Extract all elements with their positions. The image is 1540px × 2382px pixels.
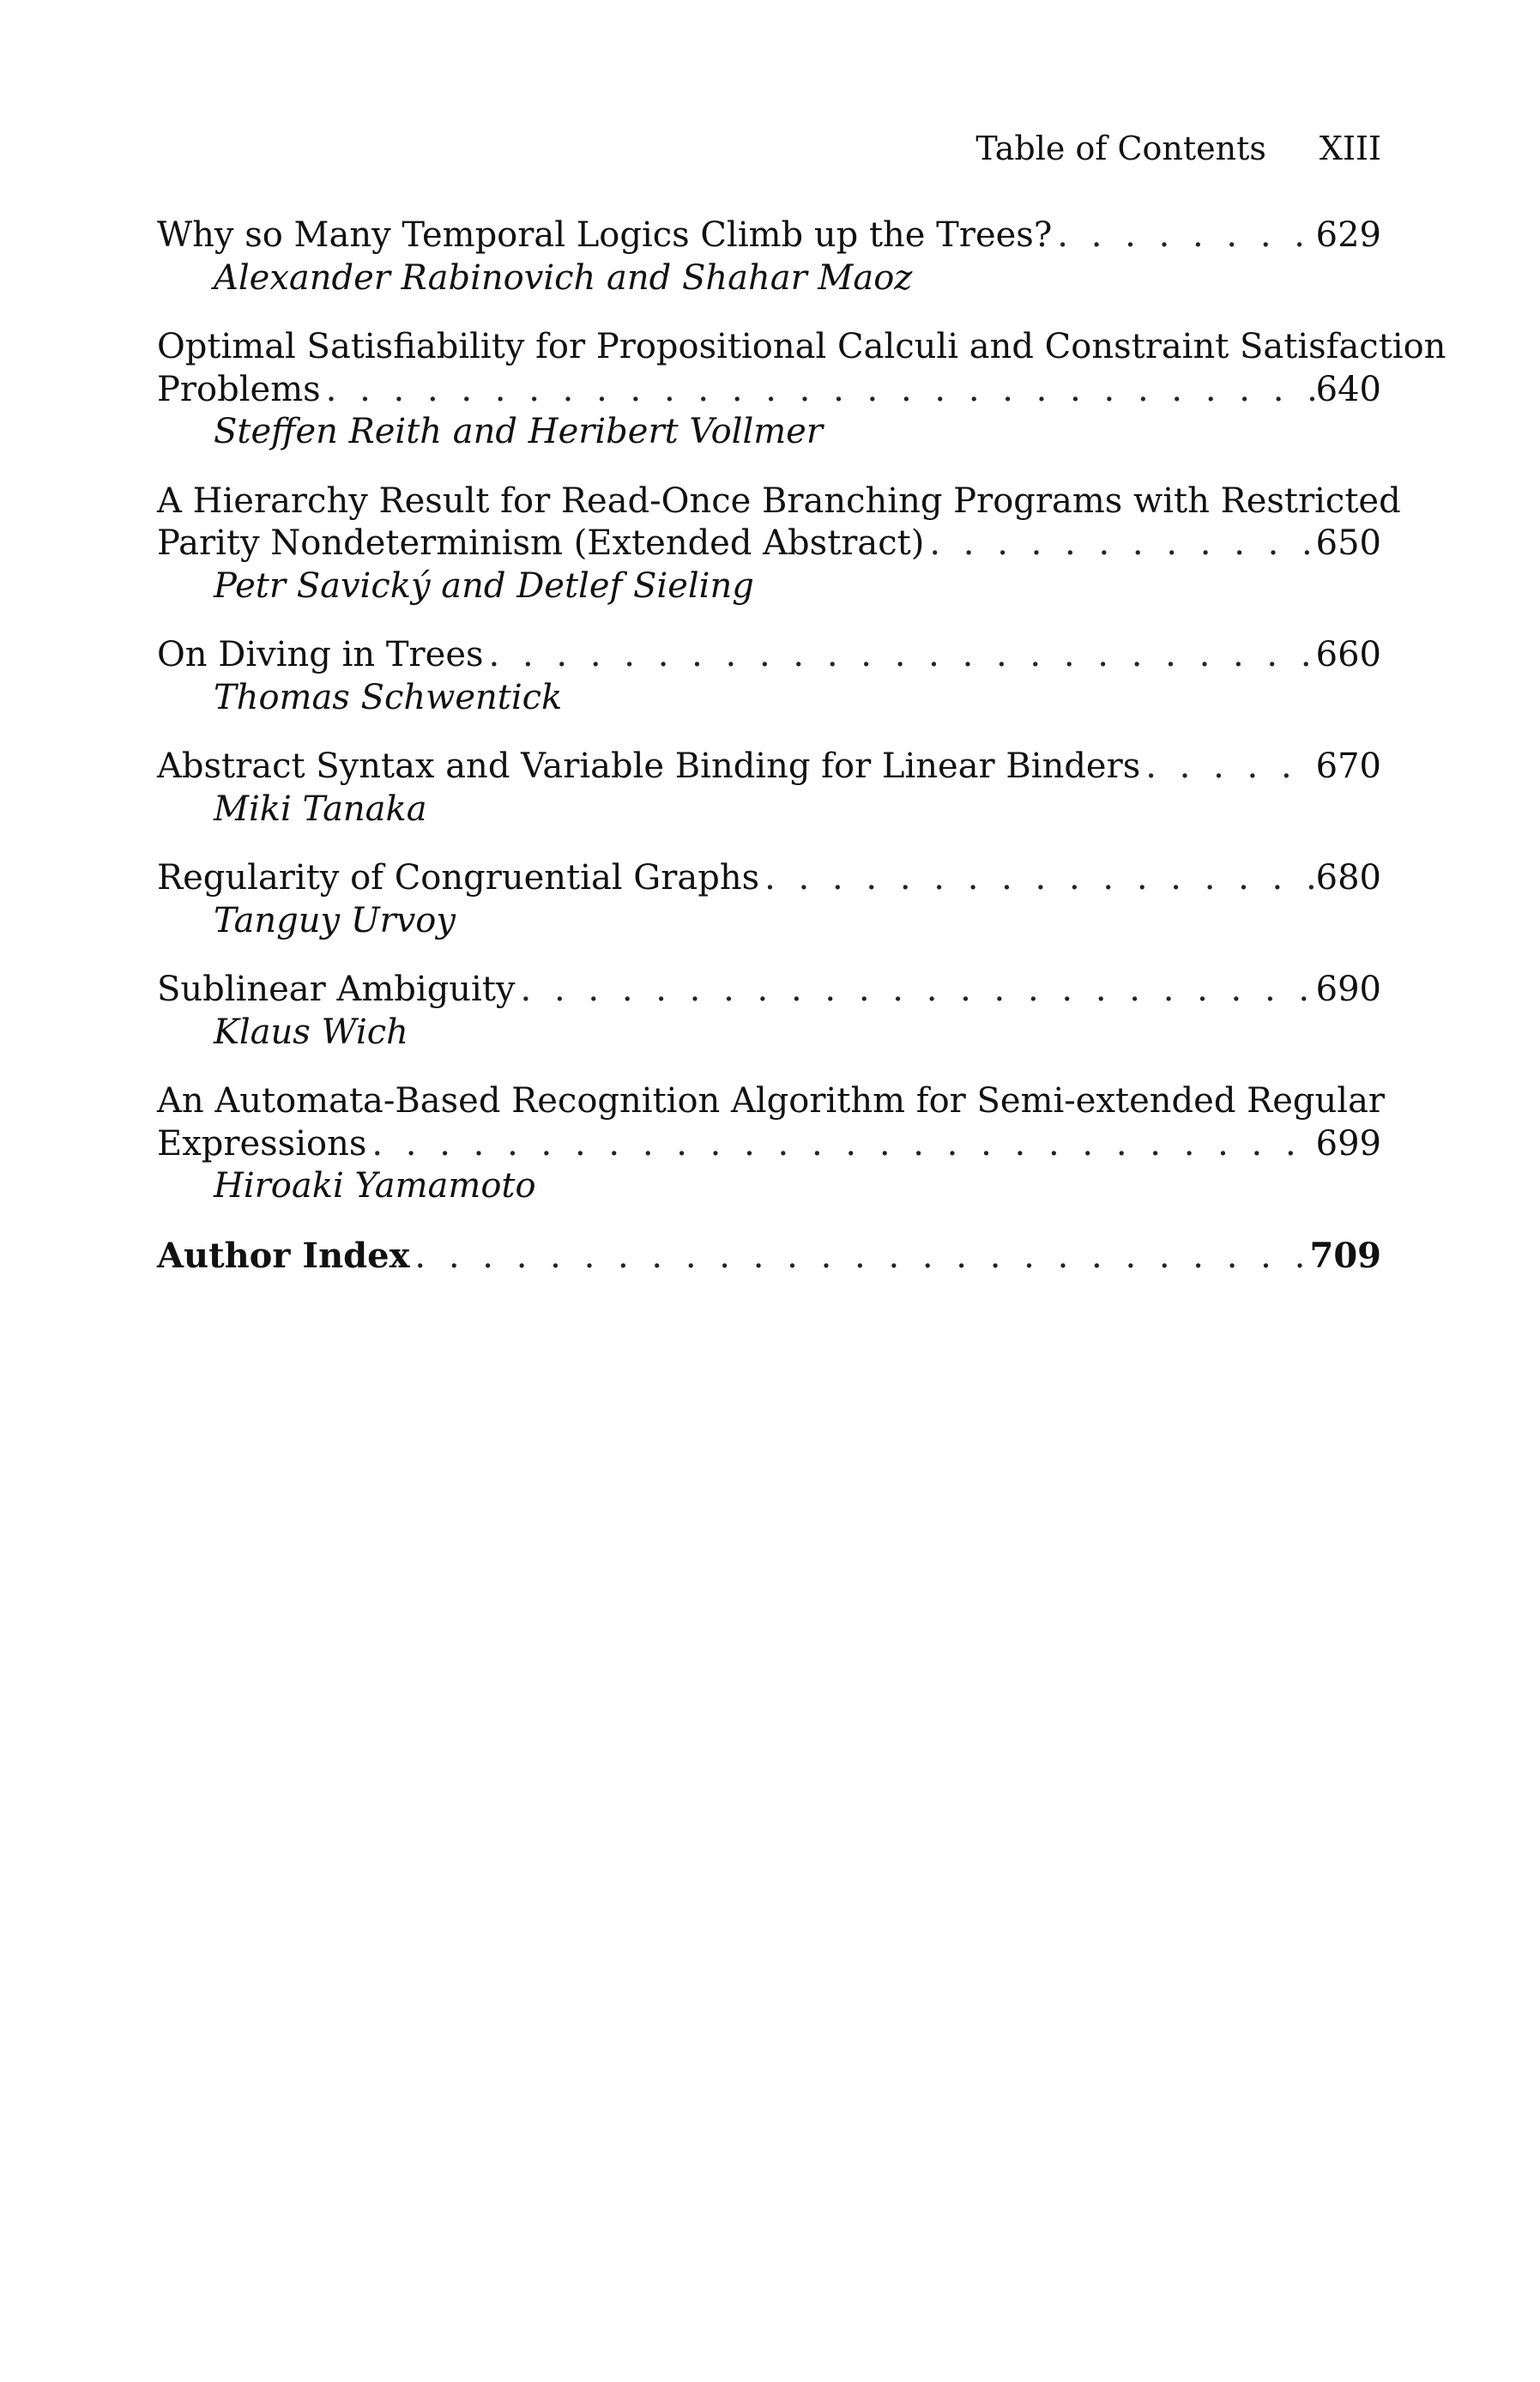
toc-entry[interactable] — [157, 857, 1381, 942]
toc-authors: Alexander Rabinovich and Shahar Maoz — [214, 257, 913, 298]
toc-page-number: 640 — [1315, 369, 1381, 409]
toc-page-number: 629 — [1315, 215, 1381, 255]
dot-leader — [484, 634, 1316, 677]
dot-leader — [924, 523, 1315, 565]
table-of-contents — [157, 215, 1446, 1304]
toc-title-line — [157, 634, 1381, 677]
toc-title-continuation: Expressions — [157, 1123, 367, 1164]
toc-title: Why so Many Temporal Logics Climb up the Trees? — [157, 215, 1053, 255]
toc-title: A Hierarchy Result for Read-Once Branching Programs with Restricted — [157, 481, 1401, 521]
toc-page-number: 680 — [1315, 858, 1381, 898]
running-head-title: Table of Contents — [975, 130, 1266, 167]
toc-title-continuation: Problems — [157, 369, 321, 409]
toc-title: An Automata-Based Recognition Algorithm for Semi-extended Regular — [157, 1081, 1386, 1121]
toc-entry[interactable] — [157, 634, 1381, 719]
dot-leader — [366, 1123, 1315, 1166]
toc-authors: Klaus Wich — [214, 1012, 408, 1052]
toc-page-number: 670 — [1315, 747, 1381, 786]
toc-entry[interactable] — [157, 1080, 1386, 1208]
toc-title-line — [157, 523, 1381, 565]
toc-title: Sublinear Ambiguity — [157, 970, 516, 1009]
toc-title: Optimal Satisfiability for Propositional Calculi and Constraint Satisfaction — [157, 327, 1446, 366]
author-index-label: Author Index — [157, 1235, 410, 1276]
dot-leader — [321, 369, 1316, 412]
toc-title: On Diving in Trees — [157, 635, 484, 674]
toc-page-number: 660 — [1315, 635, 1381, 674]
dot-leader — [759, 857, 1316, 900]
dot-leader — [1140, 746, 1315, 789]
toc-authors: Tanguy Urvoy — [214, 900, 456, 940]
toc-authors: Hiroaki Yamamoto — [214, 1166, 536, 1206]
toc-title-line — [157, 215, 1381, 257]
toc-author-index-entry[interactable] — [157, 1235, 1381, 1279]
toc-title-line — [157, 857, 1381, 900]
toc-title-continuation: Parity Nondeterminism (Extended Abstract) — [157, 523, 925, 563]
dot-leader — [1052, 215, 1315, 257]
toc-authors: Miki Tanaka — [214, 789, 427, 829]
toc-title-line — [157, 969, 1381, 1012]
toc-title-line — [157, 369, 1381, 412]
toc-title-line — [157, 1235, 1381, 1279]
toc-page-number: 690 — [1315, 970, 1381, 1009]
toc-authors: Steffen Reith and Heribert Vollmer — [214, 412, 823, 451]
toc-title: Abstract Syntax and Variable Binding for Linear Binders — [157, 747, 1141, 786]
toc-authors: Petr Savický and Detlef Sieling — [214, 565, 754, 606]
toc-entry[interactable] — [157, 481, 1401, 608]
toc-entry[interactable] — [157, 969, 1381, 1054]
dot-leader — [516, 969, 1316, 1012]
toc-authors: Thomas Schwentick — [214, 677, 563, 717]
toc-title-line — [157, 1123, 1381, 1166]
toc-entry[interactable] — [157, 215, 1381, 299]
toc-page-number: 650 — [1315, 523, 1381, 563]
toc-entry[interactable] — [157, 746, 1381, 831]
running-head — [975, 127, 1381, 170]
toc-page-number: 699 — [1315, 1123, 1381, 1164]
running-head-page-numeral: XIII — [1319, 130, 1381, 167]
toc-title: Regularity of Congruential Graphs — [157, 858, 760, 898]
author-index-page-number: 709 — [1309, 1235, 1381, 1276]
toc-title-line — [157, 746, 1381, 789]
dot-leader — [409, 1236, 1309, 1279]
toc-entry[interactable] — [157, 326, 1446, 454]
